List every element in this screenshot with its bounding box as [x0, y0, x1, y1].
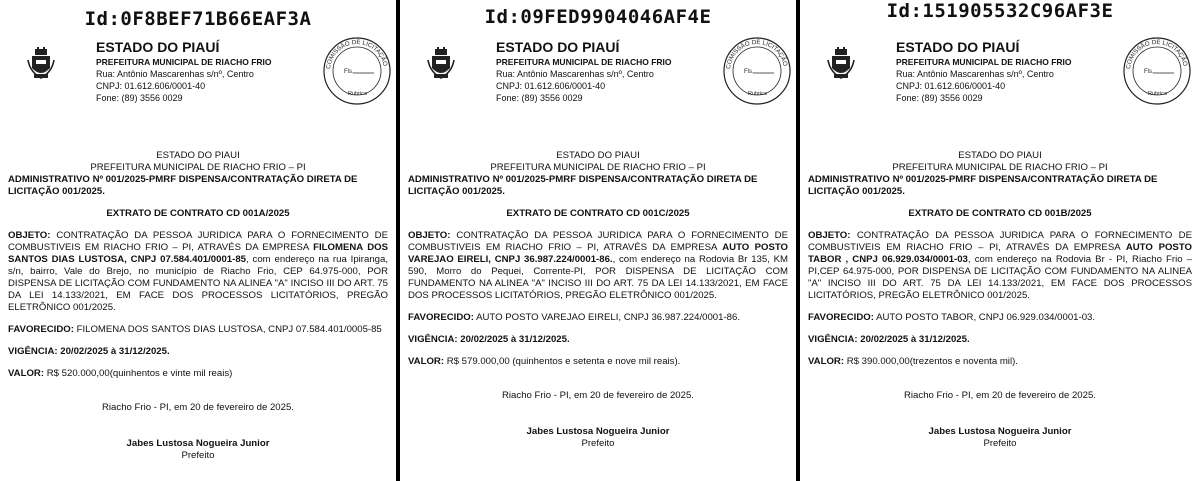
objeto-text: CONTRATAÇÃO DA PESSOA JURIDICA PARA O FORNECIMENTO DE COMBUSTIVEIS EM RIACHO FRIO – PI, ATRAVÉS DA EMPRESA — [408, 230, 788, 253]
extrato-title: EXTRATO DE CONTRATO CD 001B/2025 — [908, 208, 1092, 219]
objeto-paragraph — [8, 230, 388, 314]
svg-text:Rubrica: Rubrica — [748, 91, 767, 97]
valor-extenso: (trezentos e noventa mil). — [909, 356, 1018, 367]
valor-extenso: (quinhentos e setenta e nove mil reais). — [509, 356, 681, 367]
objeto-text: CONTRATAÇÃO DA PESSOA JURIDICA PARA O FORNECIMENTO DE COMBUSTIVEIS EM RIACHO FRIO – PI, ATRAVÉS DA EMPRESA — [808, 230, 1192, 253]
favorecido-value: AUTO POSTO TABOR, CNPJ 06.929.034/0001-03. — [876, 312, 1096, 323]
place-date: Riacho Frio - PI, em 20 de fevereiro de 2025. — [502, 390, 694, 401]
valor-label: VALOR: — [408, 356, 445, 367]
svg-text:Fls.: Fls. — [744, 69, 754, 75]
letterhead-state: ESTADO DO PIAUÍ — [496, 39, 620, 55]
coat-of-arms-icon — [426, 46, 456, 80]
objeto-details: , com endereço na Rodovia Br 135, KM 590, Morro do Pequei, Corrente-PI, POR DISPENSA DE LICITAÇÃO COM FUNDAMENTO NA ALINEA "A" INCISO III DO ART. 75 DA LEI 14.133/2021, EM FACE DOS PROCESSOS LICITATÓRIOS, PREGÃO ELETRÔNICO 001/2025. — [408, 254, 788, 301]
favorecido-value: AUTO POSTO VAREJAO EIRELI, CNPJ 36.987.224/0001-86. — [476, 312, 741, 323]
extrato-title: EXTRATO DE CONTRATO CD 001C/2025 — [506, 208, 690, 219]
extract-body — [408, 150, 788, 450]
objeto-company: FILOMENA DOS SANTOS DIAS LUSTOSA, CNPJ 07.584.401/0001-85 — [8, 242, 388, 265]
administrativo-heading: ADMINISTRATIVO Nº 001/2025-PMRF DISPENSA/CONTRATAÇÃO DIRETA DE LICITAÇÃO 001/2025. — [8, 174, 358, 197]
favorecido-value: FILOMENA DOS SANTOS DIAS LUSTOSA, CNPJ 07.584.401/0005-85 — [76, 324, 382, 335]
document-panel-3 — [800, 0, 1200, 481]
objeto-company: AUTO POSTO VAREJAO EIRELI, CNPJ 36.987.224/0001-86. — [408, 242, 788, 265]
svg-text:COMISSÃO DE LICITAÇÃO: COMISSÃO DE LICITAÇÃO — [725, 38, 789, 70]
letterhead-phone: Fone: (89) 3556 0029 — [896, 93, 983, 103]
letterhead-cnpj: CNPJ: 01.612.606/0001-40 — [96, 81, 206, 91]
signer-name: Jabes Lustosa Nogueira Junior — [526, 426, 670, 437]
signer-name: Jabes Lustosa Nogueira Junior — [126, 438, 270, 449]
place-date: Riacho Frio - PI, em 20 de fevereiro de 2025. — [904, 390, 1096, 401]
letterhead — [496, 38, 672, 104]
favorecido-line — [808, 312, 1192, 324]
letterhead-phone: Fone: (89) 3556 0029 — [496, 93, 583, 103]
objeto-label: OBJETO: — [8, 230, 51, 241]
administrativo-heading: ADMINISTRATIVO Nº 001/2025-PMRF DISPENSA/CONTRATAÇÃO DIRETA DE LICITAÇÃO 001/2025. — [808, 174, 1158, 197]
body-state: ESTADO DO PIAUI — [556, 150, 640, 161]
extrato-title: EXTRATO DE CONTRATO CD 001A/2025 — [106, 208, 290, 219]
vigencia-value: 20/02/2025 à 31/12/2025. — [460, 334, 570, 345]
svg-text:COMISSÃO DE LICITAÇÃO: COMISSÃO DE LICITAÇÃO — [1125, 38, 1189, 70]
vigencia-label: VIGÊNCIA: — [8, 346, 58, 357]
valor-amount: R$ 579.000,00 — [446, 356, 510, 367]
signer-role: Prefeito — [581, 438, 615, 449]
favorecido-label: FAVORECIDO: — [408, 312, 474, 323]
letterhead — [96, 38, 272, 104]
body-prefeitura: PREFEITURA MUNICIPAL DE RIACHO FRIO – PI — [90, 162, 306, 173]
document-panel-1 — [0, 0, 396, 481]
body-prefeitura: PREFEITURA MUNICIPAL DE RIACHO FRIO – PI — [892, 162, 1108, 173]
favorecido-label: FAVORECIDO: — [8, 324, 74, 335]
letterhead-cnpj: CNPJ: 01.612.606/0001-40 — [496, 81, 606, 91]
extract-body — [8, 150, 388, 462]
vigencia-label: VIGÊNCIA: — [408, 334, 458, 345]
body-state: ESTADO DO PIAUI — [958, 150, 1042, 161]
letterhead-cnpj: CNPJ: 01.612.606/0001-40 — [896, 81, 1006, 91]
objeto-text: CONTRATAÇÃO DA PESSOA JURIDICA PARA O FORNECIMENTO DE COMBUSTIVEIS EM RIACHO FRIO – PI, ATRAVÉS DA EMPRESA — [8, 230, 388, 253]
valor-amount: R$ 520.000,00 — [46, 368, 110, 379]
administrativo-heading: ADMINISTRATIVO Nº 001/2025-PMRF DISPENSA/CONTRATAÇÃO DIRETA DE LICITAÇÃO 001/2025. — [408, 174, 758, 197]
extract-body — [808, 150, 1192, 450]
place-date: Riacho Frio - PI, em 20 de fevereiro de 2025. — [102, 402, 294, 413]
letterhead-prefeitura: PREFEITURA MUNICIPAL DE RIACHO FRIO — [896, 57, 1072, 67]
body-state: ESTADO DO PIAUI — [156, 150, 240, 161]
signer-role: Prefeito — [983, 438, 1017, 449]
objeto-paragraph — [808, 230, 1192, 302]
letterhead-prefeitura: PREFEITURA MUNICIPAL DE RIACHO FRIO — [496, 57, 672, 67]
signer-role: Prefeito — [181, 450, 215, 461]
valor-label: VALOR: — [8, 368, 45, 379]
letterhead-state: ESTADO DO PIAUÍ — [96, 39, 220, 55]
vigencia-line — [808, 334, 1192, 346]
objeto-details: , com endereço na Rodovia Br - PI, Riacho Frio – PI,CEP 64.975-000, POR DISPENSA DE LICITAÇÃO COM FUNDAMENTO NA ALINEA "A" INCISO III DO ART. 75 DA LEI 14.133/2021, EM FACE DOS PROCESSOS LICITATÓRIOS, PREGÃO ELETRÔNICO 001/2025. — [808, 254, 1192, 301]
valor-amount: R$ 390.000,00 — [846, 356, 910, 367]
commission-stamp-icon — [322, 36, 392, 106]
letterhead-address: Rua: Antônio Mascarenhas s/nº, Centro — [496, 69, 654, 79]
objeto-company: AUTO POSTO TABOR , CNPJ 06.929.034/0001-03 — [808, 242, 1192, 265]
signer-name: Jabes Lustosa Nogueira Junior — [928, 426, 1072, 437]
valor-line — [8, 368, 388, 380]
coat-of-arms-icon — [826, 46, 856, 80]
objeto-label: OBJETO: — [808, 230, 851, 241]
objeto-label: OBJETO: — [408, 230, 451, 241]
vigencia-label: VIGÊNCIA: — [808, 334, 858, 345]
commission-stamp-icon — [722, 36, 792, 106]
letterhead-prefeitura: PREFEITURA MUNICIPAL DE RIACHO FRIO — [96, 57, 272, 67]
objeto-details: , com endereço na rua Ipiranga, s/n, bairro, Vale do Brejo, no município de Riacho Frio, CEP 64.975-000, POR DISPENSA DE LICITAÇÃO COM FUNDAMENTO NA ALINEA "A" INCISO III DO ART. 75 DA LEI 14.133/2021, EM FACE DOS PROCESSOS LICITATÓRIOS, PREGÃO ELETRÔNICO 001/2025. — [8, 254, 388, 313]
svg-text:Fls.: Fls. — [1144, 69, 1154, 75]
svg-text:Fls.: Fls. — [344, 69, 354, 75]
document-id: Id:09FED9904046AF4E — [484, 6, 712, 28]
coat-of-arms-icon — [26, 46, 56, 80]
letterhead-phone: Fone: (89) 3556 0029 — [96, 93, 183, 103]
document-id: Id:0F8BEF71B66EAF3A — [84, 8, 312, 30]
document-id: Id:151905532C96AF3E — [886, 0, 1114, 22]
favorecido-line — [8, 324, 388, 336]
favorecido-line — [408, 312, 788, 324]
valor-extenso: (quinhentos e vinte mil reais) — [109, 368, 233, 379]
valor-label: VALOR: — [808, 356, 845, 367]
svg-text:Rubrica: Rubrica — [1148, 91, 1167, 97]
vigencia-line — [408, 334, 788, 346]
letterhead-address: Rua: Antônio Mascarenhas s/nº, Centro — [96, 69, 254, 79]
vigencia-value: 20/02/2025 à 31/12/2025. — [860, 334, 970, 345]
svg-text:COMISSÃO DE LICITAÇÃO: COMISSÃO DE LICITAÇÃO — [325, 38, 389, 70]
body-prefeitura: PREFEITURA MUNICIPAL DE RIACHO FRIO – PI — [490, 162, 706, 173]
letterhead — [896, 38, 1072, 104]
letterhead-state: ESTADO DO PIAUÍ — [896, 39, 1020, 55]
commission-stamp-icon — [1122, 36, 1192, 106]
favorecido-label: FAVORECIDO: — [808, 312, 874, 323]
valor-line — [808, 356, 1192, 368]
letterhead-address: Rua: Antônio Mascarenhas s/nº, Centro — [896, 69, 1054, 79]
vigencia-line — [8, 346, 388, 358]
valor-line — [408, 356, 788, 368]
vigencia-value: 20/02/2025 à 31/12/2025. — [60, 346, 170, 357]
svg-text:Rubrica: Rubrica — [348, 91, 367, 97]
document-panel-2 — [400, 0, 796, 481]
objeto-paragraph — [408, 230, 788, 302]
